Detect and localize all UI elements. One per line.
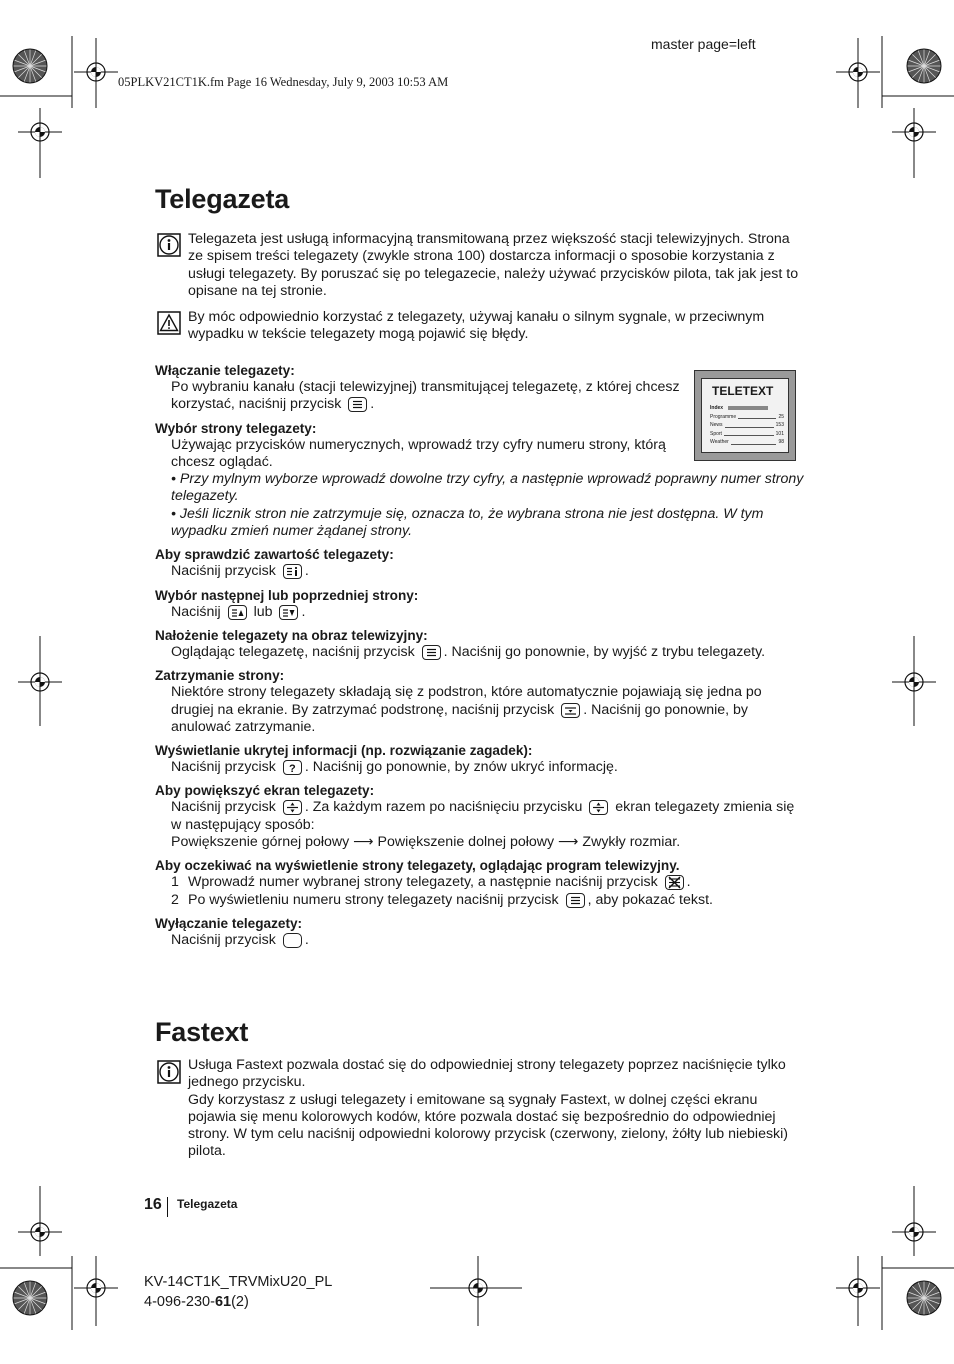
seq-dolna-polowa: Powiększenie dolnej połowy [377, 834, 555, 851]
teletext-button-icon [348, 397, 367, 412]
teletext-row-label: News [710, 422, 723, 428]
tv-button-icon [283, 933, 302, 948]
teletext-row-value: 153 [775, 422, 784, 428]
teletext-row-label: Sport [710, 430, 722, 437]
text-lub: lub [253, 603, 273, 620]
text-powieksz-a: Naciśnij przycisk [171, 799, 276, 816]
heading-ukryta-informacja: Wyświetlanie ukrytej informacji (np. rozwiązanie zagadek): [155, 743, 533, 759]
hold-button-icon [561, 703, 580, 718]
code-prefix: 4-096-230- [144, 1294, 215, 1310]
svg-text:?: ? [288, 763, 296, 775]
heading-nastepna-strona: Wybór następnej lub poprzedniej strony: [155, 587, 419, 603]
text-nacisnij: Naciśnij [171, 603, 221, 620]
cancel-button-icon [665, 875, 684, 890]
step-1-text: Wprowadź numer wybranej strony telegazety, a następnie naciśnij przycisk [188, 874, 658, 891]
teletext-button-icon [566, 893, 585, 908]
heading-wybor-strony: Wybór strony telegazety: [155, 420, 317, 436]
text-nalozenie-a: Oglądając telegazetę, naciśnij przycisk [171, 643, 415, 660]
heading-zatrzymanie: Zatrzymanie strony: [155, 668, 285, 684]
text-powieksz-c: ekran telegazety zmienia się w następujący sposób: [171, 799, 795, 833]
arrow-icon: ⟶ [558, 834, 579, 851]
teletext-row-label: Index [710, 405, 724, 411]
teletext-row-value: 101 [775, 430, 784, 437]
step-2-text-a: Po wyświetleniu numeru strony telegazety naciśnij przycisk [188, 891, 559, 908]
reveal-button-icon [283, 760, 302, 775]
fastext-note [188, 1057, 800, 1161]
enlarge-button-icon [283, 800, 302, 815]
warning-icon [157, 311, 181, 335]
text-ukryta-a: Naciśnij przycisk [171, 759, 276, 776]
teletext-row-value: 25 [778, 413, 784, 420]
heading-zawartosc: Aby sprawdzić zawartość telegazety: [155, 547, 394, 563]
heading-wlaczanie: Włączanie telegazety: [155, 363, 295, 378]
page-number: 16 [144, 1196, 162, 1213]
warning-note: By móc odpowiednio korzystać z telegazety, używaj kanału o silnym sygnale, w przeciwnym wypadku w tekście telegazety mogą pojawić się błędy. [188, 309, 765, 343]
text-wlaczanie: Po wybraniu kanału (stacji telewizyjnej) transmitującej telegazetę, z której chcesz korzystać, naciśnij przycisk [171, 379, 680, 413]
teletext-row-value: 98 [778, 439, 784, 445]
teletext-title: TELETEXT [712, 384, 774, 398]
model-number: KV-14CT1K_TRVMixU20_PL [144, 1274, 333, 1290]
bullet-licznik-stron: Jeśli licznik stron nie zatrzymuje się, oznacza to, że wybrana strona nie jest dostępna. W tym wypadku zmień numer żądanej strony. [171, 505, 764, 540]
footer-divider [167, 1197, 168, 1217]
text-powieksz-b: . Za każdym razem po naciśnięciu przycisku [304, 799, 583, 816]
page-up-button-icon [228, 605, 247, 620]
text-wybor-strony: Używając przycisków numerycznych, wprowadź trzy cyfry numeru strony, którą chcesz oglądać. [171, 436, 666, 470]
page-down-button-icon [279, 605, 298, 620]
enlarge-button-icon [589, 800, 608, 815]
text-ukryta-b: . Naciśnij go ponownie, by znów ukryć informację. [304, 759, 618, 776]
section-title-fastext: Fastext [155, 1017, 249, 1047]
text-nalozenie-b: . Naciśnij go ponownie, by wyjść z trybu telegazety. [443, 643, 766, 660]
info-note: Telegazeta jest usługą informacyjną transmitowaną przez większość stacji telewizyjnych. Strona ze spisem treści telegazety (zwykle strona 100) dostarcza informacji o sposobie korzystania z usługi telegazety. By poruszać się po telegazecie, należy używać przycisków pilota, tak jak jest to opisane na tej stronie. [188, 231, 799, 299]
section-title-telegazeta: Telegazeta [155, 184, 290, 214]
step-number: 2 [171, 891, 179, 908]
master-page-label: master page=left [651, 36, 756, 52]
seq-gorna-polowa: Powiększenie górnej połowy [171, 834, 350, 851]
arrow-icon: ⟶ [353, 834, 374, 851]
document-code [144, 1294, 249, 1310]
telegazeta-sections: Włączanie telegazety: Po wybraniu kanału (stacji telewizyjnej) transmitującej telegazetę, z której chcesz korzystać, naciśnij przycisk . Wybór strony telegazety: Używając przycisków numerycznych, wprowadź trzy cyfry numeru strony, którą chcesz oglądać. • Przy mylnym wyborze wprowadź dowolne trzy cyfry, a następnie wprowadź poprawny numer strony telegazety. • Jeśli licznik stron nie zatrzymuje się, oznacza to, że wybrana strona nie jest dostępna. W tym wypadku zmień numer żądanej strony. Aby sprawdzić zawartość telegazety: Naciśnij przycisk . Wybór następnej lub poprzedniej strony: Naciśnij lub . Nałożenie telegazety na obraz telewizyjny: Oglądając telegazetę, naciśnij przycisk . Naciśnij go ponownie, by wyjść z trybu telegazety. Zatrzymanie strony: Niektóre strony telegazety składają się z podstron, które automatycznie pojawiają się jedna po drugiej na ekranie. By zatrzymać podstronę, naciśnij przycisk . Naciśnij go ponownie, by anulować zatrzymanie. Wyświetlanie ukrytej informacji (np. rozwiązanie zagadek): Naciśnij przycisk ? . Naciśnij go ponownie, by znów ukryć informację. Aby powiększyć ekran telegazety: Naciśnij przycisk . Za każdym razem po naciśnięciu przycisku ekran telegazety zmienia się w następujący sposób: Powiększenie górnej połowy ⟶ Powiększenie dolnej połowy ⟶ Zwykły rozmiar. Aby oczekiwać na wyświetlenie strony telegazety, oglądając program telewizyjny. 1 Wprowadź numer wybranej strony telegazety, a następnie naciśnij przycisk . 2 Po wyświetleniu numeru strony telegazety naciśnij przycisk , aby pokazać tekst. Wyłączanie telegazety: Naciśnij przycisk . [155, 363, 804, 948]
text-zatrzymanie-b: . Naciśnij go ponownie, by anulować zatrzymanie. [171, 701, 749, 735]
index-button-icon [283, 564, 302, 579]
step-2-text-b: , aby pokazać tekst. [587, 891, 713, 908]
bullet-mylny-wybor: Przy mylnym wyborze wprowadź dowolne trzy cyfry, a następnie wprowadź poprawny numer strony telegazety. [171, 471, 804, 505]
heading-oczekiwanie: Aby oczekiwać na wyświetlenie strony telegazety, oglądając program telewizyjny. [155, 858, 680, 874]
mix-button-icon [422, 645, 441, 660]
footer-section-name: Telegazeta [177, 1197, 238, 1211]
step-number: 1 [171, 874, 179, 891]
text-zawartosc: Naciśnij przycisk [171, 563, 276, 580]
text-zatrzymanie-a: Niektóre strony telegazety składają się z podstron, które automatycznie pojawiają się jedna po drugiej na ekranie. By zatrzymać podstronę, naciśnij przycisk [171, 684, 762, 718]
seq-zwykly-rozmiar: Zwykły rozmiar. [582, 834, 681, 851]
fastext-paragraph-2: Gdy korzystasz z usługi telegazety i emitowane są sygnały Fastext, w dolnej części ekranu pojawia się menu kolorowych kodów, które pozwala dostać się bezpośrednio do odpowiedniej strony. W tym celu naciśnij odpowiedni kolorowy przycisk (czerwony, zielony, żółty lub niebieski) pilota. [188, 1091, 789, 1160]
file-info: 05PLKV21CT1K.fm Page 16 Wednesday, July 9, 2003 10:53 AM [118, 75, 449, 89]
heading-nalozenie: Nałożenie telegazety na obraz telewizyjny: [155, 627, 428, 643]
code-version: 61 [214, 1294, 232, 1310]
teletext-row-label: Programme [710, 413, 737, 420]
info-icon [157, 1060, 181, 1084]
code-suffix: (2) [231, 1294, 249, 1310]
fastext-paragraph-1: Usługa Fastext pozwala dostać się do odpowiedniej strony telegazety poprzez naciśnięcie tylko jednego przycisku. [188, 1057, 786, 1091]
text-wylaczanie: Naciśnij przycisk [171, 931, 276, 948]
heading-wylaczanie: Wyłączanie telegazety: [155, 915, 303, 931]
info-icon [157, 233, 181, 257]
teletext-row-label: Weather [710, 439, 729, 445]
heading-powieksz: Aby powiększyć ekran telegazety: [155, 783, 375, 799]
